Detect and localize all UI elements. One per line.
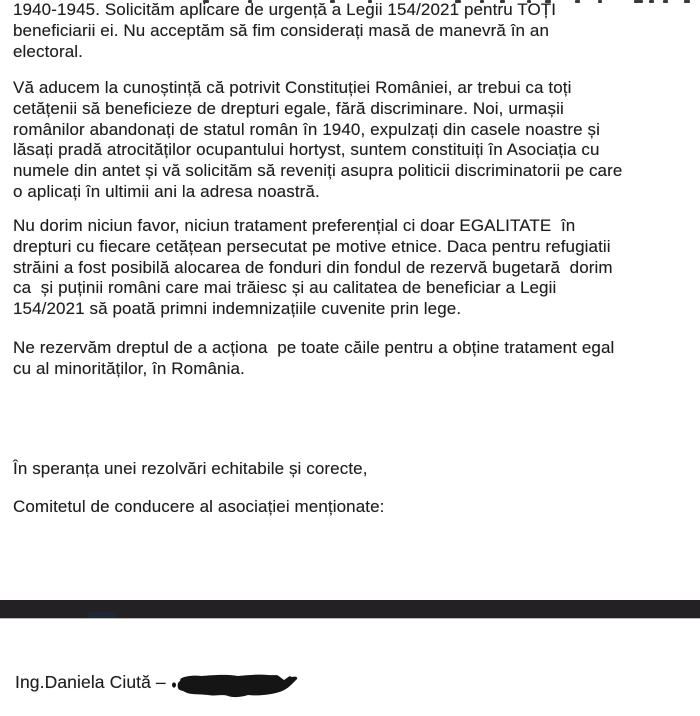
text-line: numele din antet și vă solicităm să reveniți asupra politicii discriminatorii pe care (13, 161, 623, 181)
text-line: 154/2021 să poată primni indemnizațiile cuvenite prin lege. (13, 299, 462, 319)
text-line: o aplicați în ultimii ani la adresa noastră. (13, 181, 320, 201)
redaction-bar (0, 600, 700, 619)
text-line: ca și puținii români care mai trăiesc și au calitatea de beneficiar a Legii (13, 278, 557, 298)
text-line: Nu dorim niciun favor, niciun tratament preferențial ci doar EGALITATE în (13, 216, 576, 235)
paragraph-rights-reserved (13, 338, 694, 380)
committee-line (13, 497, 694, 518)
text-line: drepturi cu fiecare cetățean persecutat pe motive etnice. Daca pentru refugiatii (13, 236, 611, 256)
redaction-bar-tint (88, 612, 116, 618)
redaction-scribble (172, 673, 298, 698)
text-line: beneficiarii ei. Nu acceptăm să fim considerați masă de manevră în an (13, 20, 550, 40)
text-line: cetățenii să beneficieze de drepturi egale, fără discriminare. Noi, urmașii (13, 98, 564, 118)
text-line: românilor abandonați de statul român în 1940, expulzați din casele noastre și (13, 119, 600, 139)
text-line: Ne rezervăm dreptul de a acționa pe toate căile pentru a obține tratament egal (13, 338, 615, 357)
paragraph-equality (13, 216, 694, 320)
text-line: 1940-1945. Solicităm aplicare de urgență a Legii 154/2021 pentru TOȚI (13, 0, 557, 19)
text-line: cu al minorităților, în România. (13, 358, 245, 378)
paragraph-law-154 (13, 0, 694, 62)
text-line: În speranța unei rezolvări echitabile și corecte, (13, 459, 368, 478)
text-line: lăsați pradă atrocităților ocupantului hortyst, suntem constituiți în Asociația cu (13, 140, 600, 160)
closing-line (13, 459, 694, 480)
text-line: Comitetul de conducere al asociației menționate: (13, 497, 385, 516)
paragraph-constitution (13, 78, 694, 203)
signature-name: Ing.Daniela Ciută – (15, 672, 171, 692)
text-line: străini a fost posibilă alocarea de fonduri din fondul de rezervă bugetară dorim (13, 257, 613, 277)
signature-line (15, 672, 298, 698)
text-line: electoral. (13, 41, 83, 61)
text-line: Vă aducem la cunoștință că potrivit Constituției României, ar trebui ca toți (13, 78, 572, 97)
